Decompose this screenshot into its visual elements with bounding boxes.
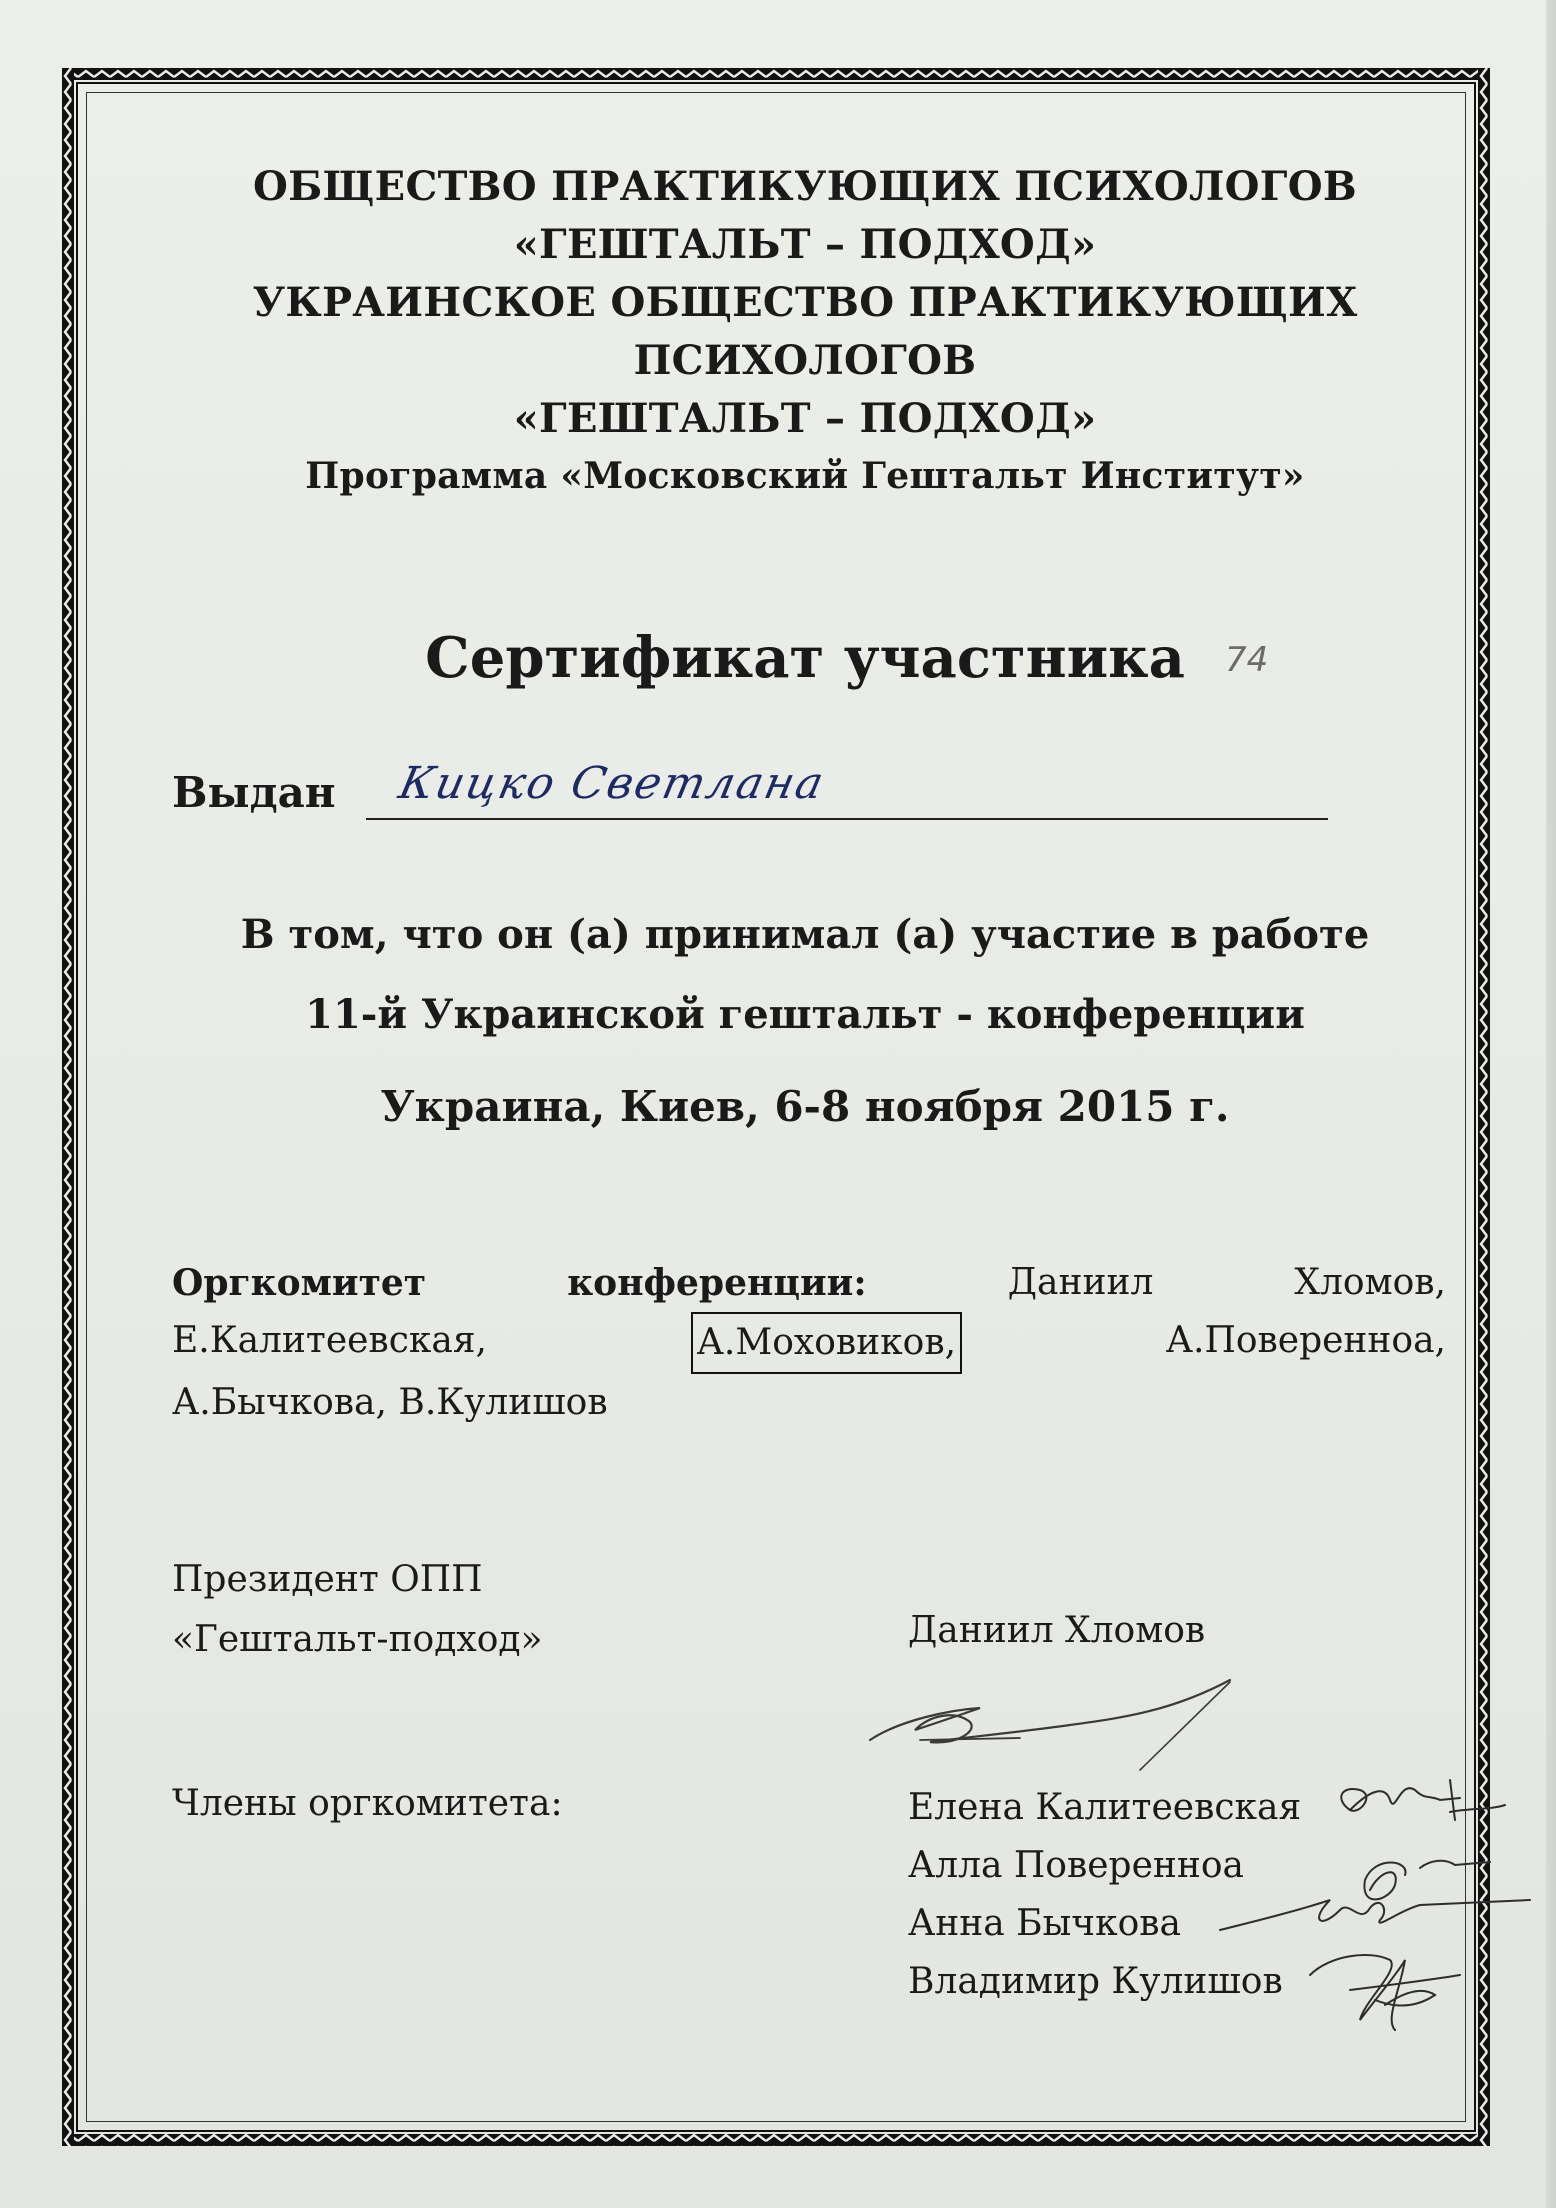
member-name-0: Елена Калитеевская <box>908 1787 1302 1828</box>
committee-member-4: А.Поверенноа, <box>1165 1320 1446 1361</box>
header-line-5: «ГЕШТАЛЬТ – ПОДХОД» <box>513 395 1097 442</box>
president-role <box>172 1550 543 1670</box>
header-line-2: «ГЕШТАЛЬТ – ПОДХОД» <box>513 221 1097 268</box>
organization-header <box>160 158 1450 504</box>
committee-line-3 <box>172 1374 1446 1432</box>
participation-statement <box>160 895 1450 1055</box>
committee-line-2 <box>172 1312 1446 1374</box>
committee-member-5: А.Бычкова, В.Кулишов <box>172 1382 608 1423</box>
paper-edge <box>1546 0 1556 2208</box>
president-signature <box>860 1670 1240 1780</box>
committee-label-word-1: Оргкомитет <box>172 1262 427 1304</box>
header-line-4: ПСИХОЛОГОВ <box>633 337 977 384</box>
president-role-line-2: «Гештальт-подход» <box>172 1619 543 1660</box>
member-signatures <box>1200 1760 1530 2060</box>
member-name-2: Анна Бычкова <box>908 1903 1181 1944</box>
committee-member-0: Даниил <box>1007 1262 1154 1303</box>
place-and-date: Украина, Киев, 6-8 ноября 2015 г. <box>380 1082 1230 1131</box>
issued-name-handwritten: Кицко Светлана <box>394 758 830 809</box>
organizing-committee <box>172 1254 1446 1432</box>
member-name-3: Владимир Кулишов <box>908 1961 1283 2002</box>
header-line-1: ОБЩЕСТВО ПРАКТИКУЮЩИХ ПСИХОЛОГОВ <box>253 163 1357 210</box>
header-line-3: УКРАИНСКОЕ ОБЩЕСТВО ПРАКТИКУЮЩИХ <box>252 279 1358 326</box>
committee-member-3-boxed: А.Моховиков, <box>691 1312 962 1374</box>
committee-line-1 <box>172 1254 1446 1312</box>
statement-line-2: 11-й Украинской гештальт - конференции <box>305 991 1305 1038</box>
statement-line-1: В том, что он (а) принимал (а) участие в работе <box>240 911 1370 958</box>
president-role-line-1: Президент ОПП <box>172 1559 483 1600</box>
certificate-number-handwritten: 74 <box>1225 640 1269 680</box>
member-name-1: Алла Поверенноа <box>908 1845 1245 1886</box>
issued-underline <box>366 818 1328 820</box>
header-line-6: Программа «Московский Гештальт Институт» <box>305 455 1305 497</box>
committee-member-1: Хломов, <box>1294 1262 1446 1303</box>
members-label: Члены оргкомитета: <box>172 1783 563 1824</box>
issued-label: Выдан <box>172 768 336 817</box>
committee-label-word-2: конференции: <box>567 1262 867 1304</box>
president-name: Даниил Хломов <box>908 1610 1206 1651</box>
committee-member-2: Е.Калитеевская, <box>172 1320 487 1361</box>
certificate-title: Сертификат участника <box>425 625 1185 691</box>
